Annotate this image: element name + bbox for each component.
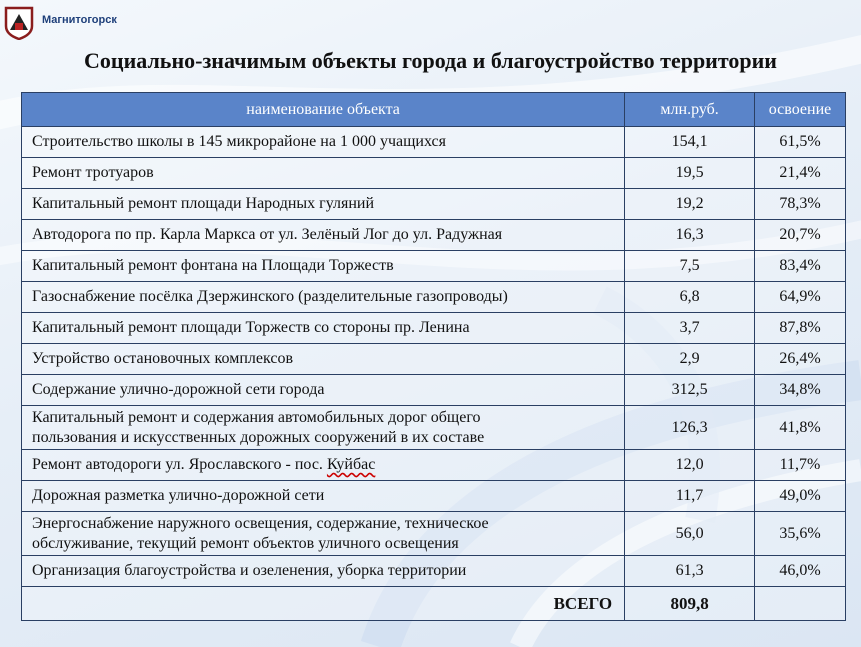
- table-row: [22, 481, 846, 512]
- object-name: [22, 406, 625, 450]
- object-name: Газоснабжение посёлка Дзержинского (разделительные газопроводы): [22, 282, 625, 313]
- coat-of-arms-icon: [4, 6, 34, 40]
- table-row: [22, 158, 846, 189]
- table-row: [22, 282, 846, 313]
- object-progress: 83,4%: [755, 251, 846, 282]
- object-name-line: обслуживание, текущий ремонт объектов уличного освещения: [32, 534, 459, 552]
- object-name: Организация благоустройства и озеленения, уборка территории: [22, 556, 625, 587]
- table-row: [22, 189, 846, 220]
- objects-table: [21, 92, 846, 621]
- object-progress: 26,4%: [755, 344, 846, 375]
- table-row: [22, 450, 846, 481]
- object-name-line: Энергоснабжение наружного освещения, содержание, техническое: [32, 514, 489, 532]
- object-amount: 2,9: [625, 344, 755, 375]
- object-progress: 78,3%: [755, 189, 846, 220]
- column-header-amount: млн.руб.: [625, 93, 755, 127]
- object-amount: 6,8: [625, 282, 755, 313]
- total-amount: 809,8: [625, 587, 755, 621]
- object-name: Устройство остановочных комплексов: [22, 344, 625, 375]
- object-name-line: пользования и искусственных дорожных сооружений в их составе: [32, 428, 485, 446]
- object-progress: 21,4%: [755, 158, 846, 189]
- total-label: ВСЕГО: [22, 587, 625, 621]
- object-amount: 56,0: [625, 512, 755, 556]
- object-name: Строительство школы в 145 микрорайоне на 1 000 учащихся: [22, 127, 625, 158]
- object-amount: 312,5: [625, 375, 755, 406]
- object-amount: 19,2: [625, 189, 755, 220]
- city-name: Магнитогорск: [42, 14, 117, 26]
- object-name: Капитальный ремонт фонтана на Площади Торжеств: [22, 251, 625, 282]
- table-row: [22, 251, 846, 282]
- object-progress: 20,7%: [755, 220, 846, 251]
- object-progress: 64,9%: [755, 282, 846, 313]
- object-progress: 49,0%: [755, 481, 846, 512]
- table-row: [22, 344, 846, 375]
- object-amount: 19,5: [625, 158, 755, 189]
- table-row: [22, 512, 846, 556]
- object-name-text: Ремонт автодороги ул. Ярославского - пос.: [32, 456, 327, 473]
- column-header-name: наименование объекта: [22, 93, 625, 127]
- object-name: Капитальный ремонт площади Народных гуляний: [22, 189, 625, 220]
- object-progress: 87,8%: [755, 313, 846, 344]
- object-name: [22, 450, 625, 481]
- object-name: Капитальный ремонт площади Торжеств со стороны пр. Ленина: [22, 313, 625, 344]
- object-progress: 35,6%: [755, 512, 846, 556]
- object-name: Ремонт тротуаров: [22, 158, 625, 189]
- object-progress: 61,5%: [755, 127, 846, 158]
- table-row: [22, 406, 846, 450]
- object-progress: 34,8%: [755, 375, 846, 406]
- object-amount: 11,7: [625, 481, 755, 512]
- table-row: [22, 220, 846, 251]
- object-name: [22, 512, 625, 556]
- table-row: [22, 556, 846, 587]
- header: [0, 0, 861, 40]
- object-name: Дорожная разметка улично-дорожной сети: [22, 481, 625, 512]
- object-amount: 154,1: [625, 127, 755, 158]
- table-row: [22, 313, 846, 344]
- total-row: [22, 587, 846, 621]
- object-name: Автодорога по пр. Карла Маркса от ул. Зелёный Лог до ул. Радужная: [22, 220, 625, 251]
- total-progress: [755, 587, 846, 621]
- object-progress: 41,8%: [755, 406, 846, 450]
- page-title: Социально-значимым объекты города и благоустройство территории: [84, 48, 777, 73]
- object-amount: 16,3: [625, 220, 755, 251]
- table-header-row: [22, 93, 846, 127]
- table-row: [22, 127, 846, 158]
- object-progress: 11,7%: [755, 450, 846, 481]
- object-amount: 3,7: [625, 313, 755, 344]
- object-name-line: Капитальный ремонт и содержания автомобильных дорог общего: [32, 408, 481, 426]
- object-name-spellcheck-word: Куйбас: [326, 456, 376, 473]
- object-amount: 7,5: [625, 251, 755, 282]
- object-name: Содержание улично-дорожной сети города: [22, 375, 625, 406]
- table-row: [22, 375, 846, 406]
- object-amount: 12,0: [625, 450, 755, 481]
- object-amount: 61,3: [625, 556, 755, 587]
- object-progress: 46,0%: [755, 556, 846, 587]
- column-header-progress: освоение: [755, 93, 846, 127]
- object-amount: 126,3: [625, 406, 755, 450]
